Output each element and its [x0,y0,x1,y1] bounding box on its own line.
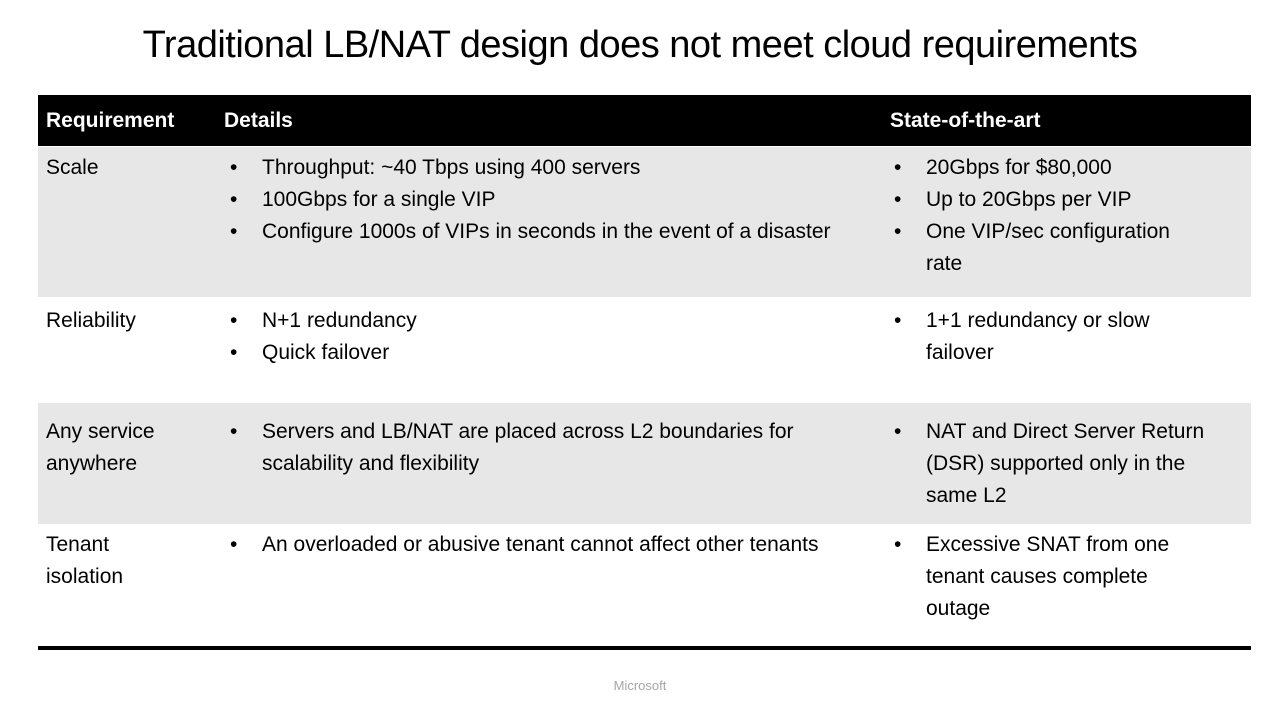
details-list [222,305,888,369]
table-header-row [38,95,1251,146]
details-cell [222,147,888,297]
details-list [222,529,888,561]
details-list [222,152,888,248]
details-cell [222,297,888,403]
bullet-item: • N+1 redundancy [222,305,888,337]
bullet-item: • One VIP/sec configuration rate [888,216,1251,280]
bullet-item: • 100Gbps for a single VIP [222,184,888,216]
requirement-cell: Scale [46,156,99,179]
column-header-state-of-the-art: State-of-the-art [890,108,1041,132]
bullet-item: • Up to 20Gbps per VIP [888,184,1251,216]
column-header-details: Details [224,108,293,132]
state-of-the-art-list [888,529,1251,625]
footer-brand: Microsoft [613,678,667,693]
table-row-any-service-anywhere [38,403,1251,524]
bullet-item: • Servers and LB/NAT are placed across L2 boundaries for scalability and flexibility [222,416,888,480]
slide-title: Traditional LB/NAT design does not meet cloud requirements [142,24,1138,66]
details-cell [222,403,888,524]
bullet-item: • 1+1 redundancy or slow failover [888,305,1251,369]
requirement-cell: Tenant isolation [46,533,124,588]
details-cell [222,524,888,646]
state-of-the-art-cell [888,403,1251,524]
bullet-item: • Configure 1000s of VIPs in seconds in the event of a disaster [222,216,888,248]
requirements-table [38,95,1251,650]
state-of-the-art-cell [888,524,1251,646]
state-of-the-art-cell [888,297,1251,403]
state-of-the-art-cell [888,147,1251,297]
table-row-scale [38,147,1251,297]
column-header-requirement: Requirement [46,108,175,132]
bullet-item: • 20Gbps for $80,000 [888,152,1251,184]
table-row-tenant-isolation [38,524,1251,646]
bullet-item: • An overloaded or abusive tenant cannot affect other tenants [222,529,888,561]
state-of-the-art-list [888,305,1251,369]
bullet-item: • Throughput: ~40 Tbps using 400 servers [222,152,888,184]
details-list [222,416,888,480]
table-row-reliability [38,297,1251,403]
requirement-cell: Any service anywhere [46,420,155,475]
state-of-the-art-list [888,416,1251,512]
state-of-the-art-list [888,152,1251,280]
bullet-item: • NAT and Direct Server Return (DSR) supported only in the same L2 [888,416,1251,512]
requirement-cell: Reliability [46,309,136,332]
bullet-item: • Quick failover [222,337,888,369]
bullet-item: • Excessive SNAT from one tenant causes complete outage [888,529,1251,625]
